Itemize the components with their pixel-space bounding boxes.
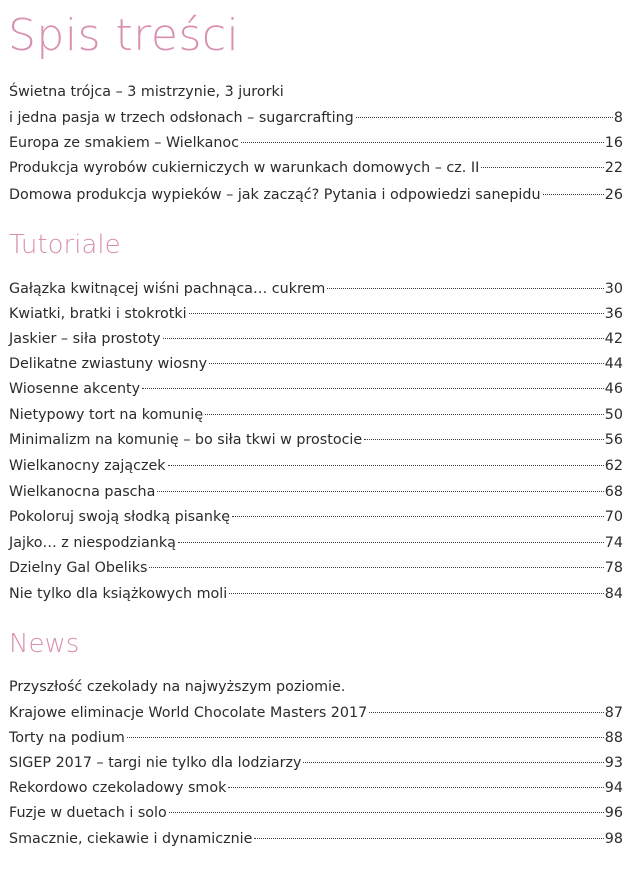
toc-entry[interactable] (9, 183, 623, 207)
toc-entry[interactable] (9, 776, 623, 800)
entry-title: Świetna trójca – 3 mistrzynie, 3 jurorki (9, 84, 284, 100)
toc-entry[interactable] (9, 827, 623, 851)
entry-title: Jaskier – siła prostoty (9, 331, 161, 347)
entry-page: 22 (604, 160, 623, 176)
entry-page: 74 (604, 535, 623, 551)
page-title: Spis treści (8, 10, 240, 61)
entry-page: 78 (604, 560, 623, 576)
entry-page: 46 (604, 381, 623, 397)
leader-dots (149, 566, 603, 568)
entry-title: Nietypowy tort na komunię (9, 407, 204, 423)
entry-title: Torty na podium (9, 730, 125, 746)
entry-page: 8 (613, 110, 623, 126)
leader-dots (356, 116, 613, 118)
entry-page: 70 (604, 509, 623, 525)
leader-dots (364, 438, 604, 440)
leader-dots (157, 490, 603, 492)
section-heading-news: News (9, 629, 80, 659)
toc-entry[interactable] (9, 701, 623, 725)
entry-title: Produkcja wyrobów cukierniczych w warunkach domowych – cz. II (9, 160, 480, 176)
leader-dots (189, 312, 604, 314)
entry-title: Rekordowo czekoladowy smok (9, 780, 227, 796)
entry-title: Przyszłość czekolady na najwyższym poziomie. (9, 679, 346, 695)
toc-entry[interactable] (9, 556, 623, 580)
toc-entry[interactable] (9, 302, 623, 326)
entry-title: Wielkanocna pascha (9, 484, 156, 500)
leader-dots (228, 786, 603, 788)
leader-dots (327, 287, 604, 289)
toc-entry[interactable] (9, 277, 623, 301)
leader-dots (543, 193, 604, 195)
toc-entry[interactable] (9, 156, 623, 180)
leader-dots (168, 464, 604, 466)
toc-entry[interactable] (9, 480, 623, 504)
leader-dots (241, 141, 604, 143)
entry-page: 84 (604, 586, 623, 602)
leader-dots (178, 541, 604, 543)
entry-title: Domowa produkcja wypieków – jak zacząć? Pytania i odpowiedzi sanepidu (9, 187, 541, 203)
entry-page: 98 (604, 831, 623, 847)
entry-page: 26 (604, 187, 623, 203)
toc-entry[interactable] (9, 327, 623, 351)
toc-entry[interactable] (9, 801, 623, 825)
entry-page: 93 (604, 755, 623, 771)
entry-title: SIGEP 2017 – targi nie tylko dla lodziarzy (9, 755, 302, 771)
toc-entry[interactable] (9, 428, 623, 452)
entry-page: 68 (604, 484, 623, 500)
entry-title: Nie tylko dla książkowych moli (9, 586, 228, 602)
entry-title: i jedna pasja w trzech odsłonach – sugarcrafting (9, 110, 354, 126)
entry-title: Jajko… z niespodzianką (9, 535, 176, 551)
entry-page: 50 (604, 407, 623, 423)
leader-dots (169, 811, 604, 813)
entry-title: Gałązka kwitnącej wiśni pachnąca… cukrem (9, 281, 326, 297)
entry-title: Dzielny Gal Obeliks (9, 560, 148, 576)
entry-title: Fuzje w duetach i solo (9, 805, 167, 821)
entry-page: 87 (604, 705, 623, 721)
leader-dots (127, 736, 604, 738)
entry-title: Kwiatki, bratki i stokrotki (9, 306, 187, 322)
toc-entry[interactable] (9, 505, 623, 529)
entry-title: Krajowe eliminacje World Chocolate Masters 2017 (9, 705, 368, 721)
entry-title: Delikatne zwiastuny wiosny (9, 356, 208, 372)
leader-dots (163, 337, 604, 339)
leader-dots (205, 413, 604, 415)
entry-page: 30 (604, 281, 623, 297)
entry-title: Pokoloruj swoją słodką pisankę (9, 509, 231, 525)
toc-entry[interactable] (9, 751, 623, 775)
toc-entry[interactable] (9, 80, 623, 104)
toc-entry[interactable] (9, 726, 623, 750)
entry-title: Minimalizm na komunię – bo siła tkwi w prostocie (9, 432, 363, 448)
leader-dots (232, 515, 604, 517)
entry-title: Smacznie, ciekawie i dynamicznie (9, 831, 253, 847)
entry-page: 94 (604, 780, 623, 796)
toc-entry[interactable] (9, 352, 623, 376)
entry-page: 96 (604, 805, 623, 821)
section-heading-tutorials: Tutoriale (9, 230, 121, 260)
toc-entry[interactable] (9, 131, 623, 155)
entry-page: 44 (604, 356, 623, 372)
leader-dots (229, 592, 604, 594)
toc-entry[interactable] (9, 377, 623, 401)
toc-entry[interactable] (9, 403, 623, 427)
toc-entry[interactable] (9, 106, 623, 130)
entry-page: 42 (604, 331, 623, 347)
entry-page: 88 (604, 730, 623, 746)
leader-dots (209, 362, 604, 364)
leader-dots (303, 761, 603, 763)
toc-entry[interactable] (9, 582, 623, 606)
toc-entry[interactable] (9, 675, 623, 699)
leader-dots (142, 387, 604, 389)
entry-title: Wiosenne akcenty (9, 381, 141, 397)
entry-page: 62 (604, 458, 623, 474)
toc-entry[interactable] (9, 531, 623, 555)
entry-title: Europa ze smakiem – Wielkanoc (9, 135, 239, 151)
entry-title: Wielkanocny zajączek (9, 458, 166, 474)
leader-dots (254, 837, 603, 839)
entry-page: 16 (604, 135, 623, 151)
leader-dots (481, 166, 603, 168)
leader-dots (369, 711, 604, 713)
entry-page: 56 (604, 432, 623, 448)
entry-page: 36 (604, 306, 623, 322)
toc-entry[interactable] (9, 454, 623, 478)
